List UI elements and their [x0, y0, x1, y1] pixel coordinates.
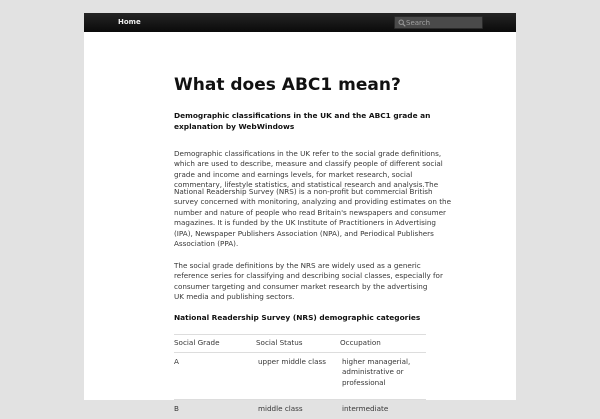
page-title: What does ABC1 mean?	[174, 75, 401, 95]
search-icon	[398, 19, 406, 27]
table-header-cell: Social Grade	[174, 338, 220, 347]
table-cell-status: upper middle class	[258, 357, 327, 366]
search-input[interactable]	[406, 17, 482, 28]
paragraph-nrs: National Readership Survey (NRS) is a non-profit but commercial British survey concerned with monitoring, analyzing and providing estimates on the number and nature of people who read Britain's newspapers and consumer magazines. It is funded by the UK Institute of Practitioners in Advertising (IPA), Newspaper Publishers Association (NPA), and Periodical Publishers Association (PPA).	[174, 187, 451, 249]
table-cell-occupation: intermediate	[342, 404, 389, 413]
paragraph-intro: Demographic classifications in the UK refer to the social grade definitions, which are used to describe, measure and classify people of different social grade and income and earnings levels, for market research, social commentary, lifestyle statistics, and statistical research and analysis.The	[174, 149, 443, 190]
table-header-cell: Occupation	[340, 338, 381, 347]
table-header-cell: Social Status	[256, 338, 303, 347]
table-cell-grade: A	[174, 357, 179, 366]
section-heading: National Readership Survey (NRS) demographic categories	[174, 313, 421, 322]
table-cell-status: middle class	[258, 404, 303, 413]
table-cell-grade: B	[174, 404, 179, 413]
table-row	[174, 352, 426, 399]
search-box[interactable]	[394, 16, 483, 29]
page	[84, 13, 516, 413]
top-navigation-bar	[84, 13, 516, 32]
table-row	[174, 399, 426, 419]
paragraph-social-grade: The social grade definitions by the NRS are widely used as a generic reference series for classifying and describing social classes, especially for consumer targeting and consumer market research by the advertising UK media and publishing sectors.	[174, 261, 443, 302]
table-cell-occupation: higher managerial, administrative or professional	[342, 357, 411, 387]
social-grade-table	[174, 334, 426, 419]
article-subtitle: Demographic classifications in the UK and the ABC1 grade an explanation by WebWindows	[174, 111, 431, 131]
table-header-row	[174, 334, 426, 352]
nav-home-link[interactable]: Home	[118, 18, 141, 26]
